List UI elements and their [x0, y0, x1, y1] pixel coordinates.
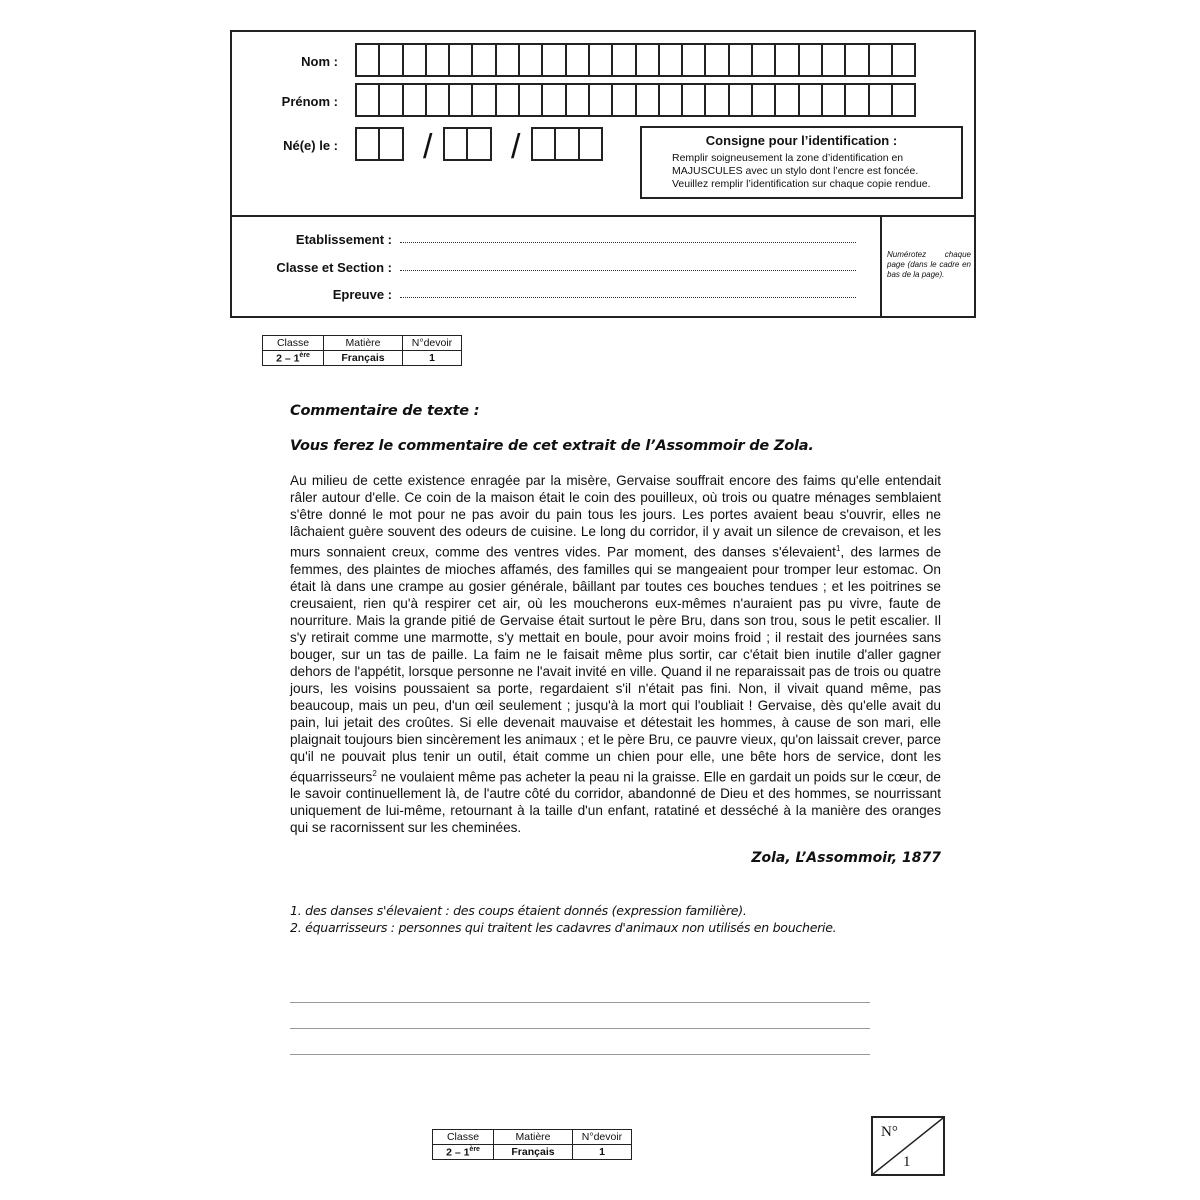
- page-number-box[interactable]: [871, 1116, 945, 1176]
- classe-value: 2 – 1ère: [433, 1145, 494, 1160]
- birth-month-grid[interactable]: [443, 127, 490, 161]
- header-matiere: Matière: [324, 336, 403, 351]
- consigne-box: [640, 126, 963, 199]
- identification-frame: [230, 30, 976, 318]
- header-classe: Classe: [433, 1130, 494, 1145]
- header-classe: Classe: [263, 336, 324, 351]
- exercise-instruction: Vous ferez le commentaire de cet extrait de l’Assommoir de Zola.: [290, 438, 814, 454]
- exercise-heading: Commentaire de texte :: [290, 403, 480, 419]
- birth-day-grid[interactable]: [355, 127, 402, 161]
- consigne-text: Remplir soigneusement la zone d’identification en MAJUSCULES avec un stylo dont l’encre est foncée. Veuillez remplir l’identification sur chaque copie rendue.: [672, 152, 931, 190]
- devoir-value: 1: [573, 1145, 632, 1160]
- epreuve-field[interactable]: [400, 287, 856, 298]
- etablissement-field[interactable]: [400, 232, 856, 243]
- matiere-value: Français: [494, 1145, 573, 1160]
- classe-value: 2 – 1ère: [263, 351, 324, 366]
- header-matiere: Matière: [494, 1130, 573, 1145]
- classe-section-label: Classe et Section :: [276, 260, 392, 275]
- date-separator: /: [423, 128, 433, 166]
- nom-grid[interactable]: [355, 43, 914, 77]
- classe-section-field[interactable]: [400, 260, 856, 271]
- nom-label: Nom :: [301, 54, 338, 69]
- naissance-label: Né(e) le :: [283, 138, 338, 153]
- matiere-value: Français: [324, 351, 403, 366]
- footnote-mark: 2: [372, 768, 377, 778]
- devoir-value: 1: [403, 351, 462, 366]
- consigne-title: Consigne pour l’identification :: [705, 133, 898, 148]
- info-table-top: [262, 335, 462, 366]
- writing-line[interactable]: [290, 1054, 870, 1055]
- page-number-label: N°: [881, 1124, 898, 1140]
- date-separator: /: [511, 128, 521, 166]
- prenom-label: Prénom :: [281, 94, 338, 109]
- info-table-bottom: [432, 1129, 632, 1160]
- header-devoir: N°devoir: [573, 1130, 632, 1145]
- page-number-value: 1: [903, 1154, 911, 1170]
- etablissement-label: Etablissement :: [295, 232, 392, 247]
- epreuve-label: Epreuve :: [332, 287, 392, 302]
- header-devoir: N°devoir: [403, 336, 462, 351]
- excerpt-source: Zola, L’Assommoir, 1877: [751, 850, 941, 866]
- birth-year-grid[interactable]: [531, 127, 601, 161]
- writing-line[interactable]: [290, 1002, 870, 1003]
- footnote-2: 2. équarrisseurs : personnes qui traitent les cadavres d'animaux non utilisés en boucherie.: [290, 920, 837, 935]
- footnote-1: 1. des danses s'élevaient : des coups étaient donnés (expression familière).: [290, 903, 747, 918]
- footnote-mark: 1: [835, 544, 841, 553]
- excerpt-text: Au milieu de cette existence enragée par la misère, Gervaise souffrait encore des faims qu'elle entendait râler autour d'elle. Ce coin de la maison était le coin des pouilleux, où trois ou quatre ménages semblaient s'être donné le mot pour ne pas avoir du pain tous les jours. Les portes avaient beau s'ouvrir, elles ne lâchaient guère souvent des odeurs de cuisine. Le long du corridor, il y avait un silence de crevaison, et les murs sonnaient creux, comme des ventres vides. Par moment, des danses s'élevaient$^1$, des larmes de femmes, des plaintes de mioches affamés, des familles qui se mangeaient pour tromper leur estomac. On était là dans une crampe au gosier générale, bâillant par toutes ces bouches tendues ; et les poitrines se creusaient, rien qu'à respirer cet air, où les moucherons eux-mêmes n'auraient pas pu vivre, faute de nourriture. Mais la grande pitié de Gervaise était surtout le père Bru, dans son trou, sous le petit escalier. Il s'y retirait comme une marmotte, s'y mettait en boule, pour avoir moins froid ; il restait des journées sans bouger, sur un tas de paille. La faim ne le faisait même plus sortir, car c'était bien inutile d'aller gagner dehors de l'appétit, lorsque personne ne l'avait invité en ville. Quand il ne reparaissait pas de trois ou quatre jours, les voisins poussaient sa porte, regardaient s'il n'était pas fini. Non, il vivait quand même, pas beaucoup, mais un peu, d'un œil seulement ; jusqu'à la mort qui l'oubliait ! Gervaise, dès qu'elle avait du pain, lui jetait des croûtes. Si elle devenait mauvaise et détestait les hommes, à cause de son mari, elle plaignait toujours bien sincèrement les animaux ; et le père Bru, ce pauvre vieux, qu'on laissait crever, parce qu'il ne pouvait plus tenir un outil, était comme un chien pour elle, une bête hors de service, dont les équarrisseurs$^2$ ne voulaient même pas acheter la peau ni la graisse. Elle en gardait un poids sur le cœur, de le savoir continuellement là, de l'autre côté du corridor, abandonné de Dieu et des hommes, se nourrissant uniquement de lui-même, retournant à la taille d'un enfant, ratatiné et desséché à la manière des oranges qui se racornissent sur les cheminées.: [290, 473, 942, 836]
- writing-line[interactable]: [290, 1028, 870, 1029]
- page-numbering-note: Numérotez chaque page (dans le cadre en bas de la page).: [887, 250, 971, 279]
- prenom-grid[interactable]: [355, 83, 914, 117]
